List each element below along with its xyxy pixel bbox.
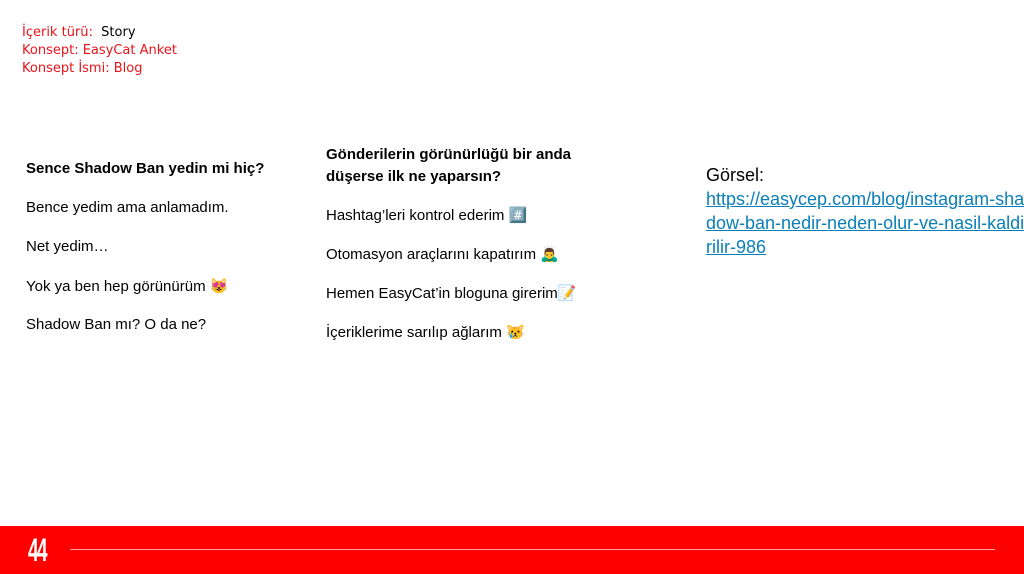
footer-bar bbox=[0, 526, 1024, 574]
poll-question: Sence Shadow Ban yedin mi hiç? bbox=[26, 160, 265, 177]
poll-option: Hashtag’leri kontrol ederim #️⃣ bbox=[326, 207, 528, 224]
concept-name: Konsept İsmi: Blog bbox=[22, 61, 143, 76]
poll-question-line2: düşerse ilk ne yaparsın? bbox=[326, 168, 502, 185]
visual-label: Görsel: bbox=[706, 165, 765, 185]
poll-option: Hemen EasyCat’in bloguna girerim📝 bbox=[326, 285, 577, 302]
footer-divider bbox=[70, 549, 995, 550]
poll-option: Yok ya ben hep görünürüm 😻 bbox=[26, 278, 229, 295]
poll-option: İçeriklerime sarılıp ağlarım 😿 bbox=[326, 324, 525, 341]
visual-reference bbox=[706, 163, 1024, 259]
poll-option: Shadow Ban mı? O da ne? bbox=[26, 316, 207, 333]
content-meta bbox=[22, 24, 177, 78]
poll-option: Otomasyon araçlarını kapatırım 🙇‍♂️ bbox=[326, 246, 559, 263]
page-number: 44 bbox=[28, 532, 46, 568]
concept: Konsept: EasyCat Anket bbox=[22, 43, 177, 58]
poll-option: Bence yedim ama anlamadım. bbox=[26, 199, 229, 216]
content-type bbox=[22, 24, 177, 42]
poll-option: Net yedim… bbox=[26, 238, 109, 255]
visual-link[interactable]: https://easycep.com/blog/instagram-shadow-ban-nedir-neden-olur-ve-nasil-kaldirilir-986 bbox=[706, 189, 1024, 257]
poll-question-line1: Gönderilerin görünürlüğü bir anda bbox=[326, 146, 572, 163]
content-type-value: Story bbox=[101, 25, 136, 40]
content-type-label: İçerik türü: bbox=[22, 25, 93, 40]
